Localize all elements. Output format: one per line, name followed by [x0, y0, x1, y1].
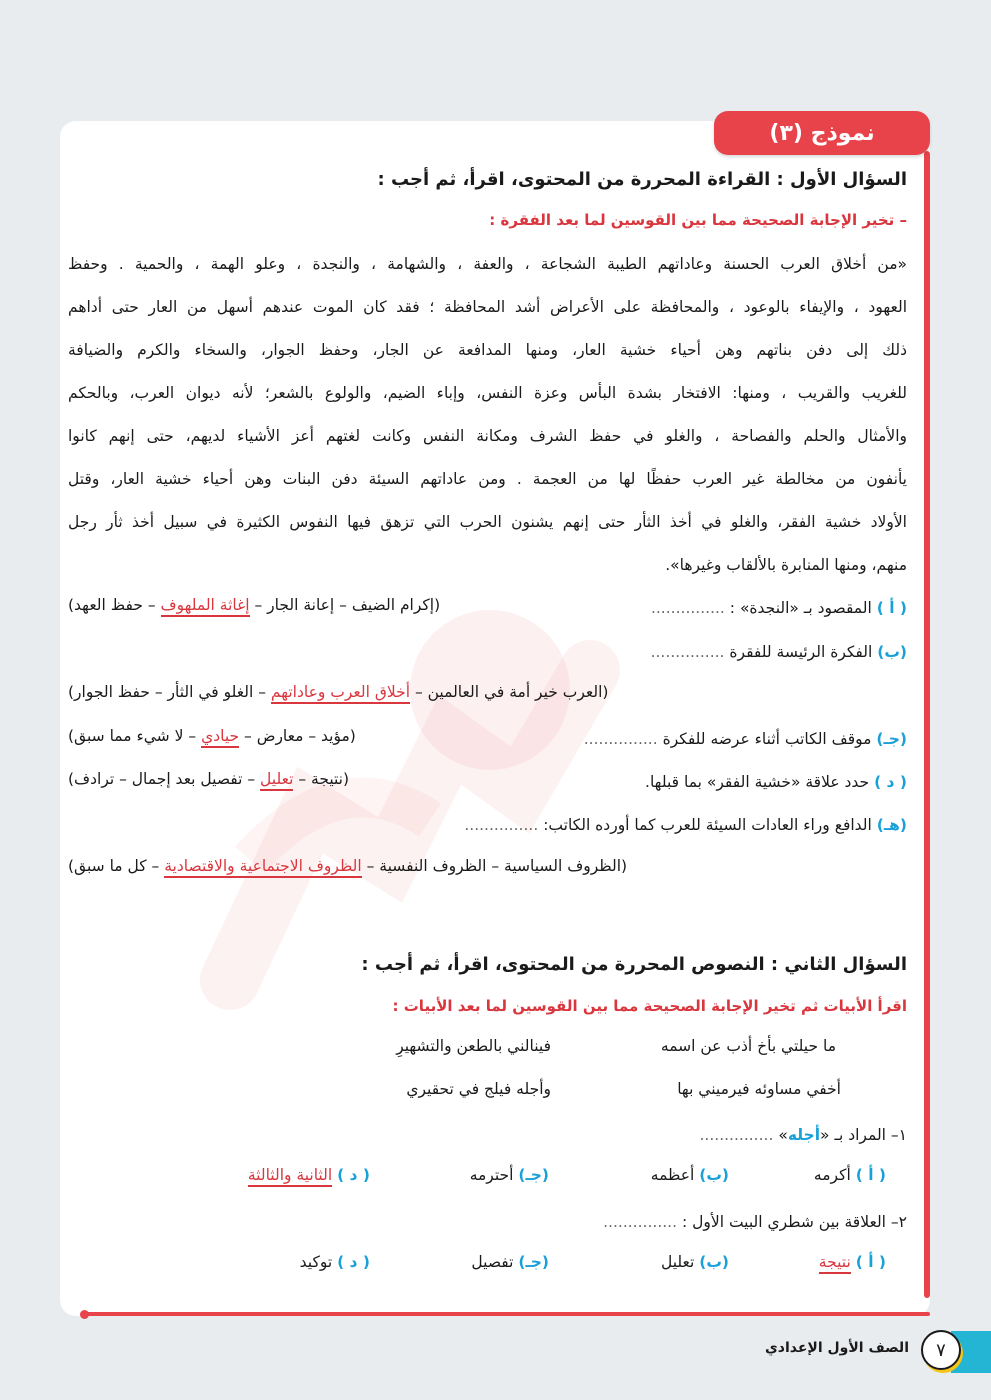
page-number: ٧	[921, 1330, 961, 1370]
question-1a-options	[68, 596, 440, 614]
option-letter: ( أ )	[876, 599, 907, 617]
option-b[interactable]	[651, 1166, 729, 1184]
question-1d-options	[68, 770, 349, 788]
option-text: توكيد	[299, 1253, 333, 1271]
question-text: »	[778, 1126, 788, 1144]
option-text: تعليل	[660, 1253, 695, 1271]
option-a[interactable]	[814, 1166, 886, 1184]
question-text: المقصود بـ «النجدة» :	[729, 599, 872, 617]
question-1e	[68, 813, 907, 837]
correct-answer: تعليل	[260, 770, 293, 791]
passage-line: للغريب والقريب ، ومنها: الافتخار بشدة البأس وعزة النفس، وإباء الضيم، والولوع بالشعر؛ لأنه ديوان العرب، وبالحكم	[68, 384, 907, 402]
answer-blank: ...............	[699, 1126, 774, 1144]
options-text: (مؤيد – معارض –	[244, 727, 356, 745]
options-text: (إكرام الضيف – إعانة الجار –	[254, 596, 441, 614]
correct-answer: الثانية والثالثة	[248, 1166, 332, 1187]
verse-2-first-hemistich: أخفي مساوئه فيرميني بها	[677, 1080, 841, 1098]
question-text: موقف الكاتب أثناء عرضه للفكرة	[662, 730, 872, 748]
option-letter: (ب)	[699, 1166, 729, 1184]
option-letter: (ب)	[699, 1253, 729, 1271]
question-text: الفكرة الرئيسة للفقرة	[729, 643, 873, 661]
option-d[interactable]	[248, 1166, 370, 1184]
verse-1-first-hemistich: ما حيلتي بأخ أذب عن اسمه	[660, 1037, 836, 1055]
options-text: – الغلو في الثأر – حفظ الجوار)	[68, 683, 266, 701]
options-text: (نتيجة –	[298, 770, 350, 788]
option-letter: (ب)	[877, 643, 907, 661]
question-1c-options	[68, 727, 356, 745]
option-c[interactable]	[470, 1166, 549, 1184]
passage-line: العهود ، والإيفاء بالوعود ، والمحافظة على الأعراض أشد المحافظة ؛ فقد كان الموت عندهم أسهل من العار حتى أداهم	[68, 298, 907, 316]
correct-answer: الظروف الاجتماعية والاقتصادية	[164, 857, 361, 878]
passage-line: ذلك إلى دفن بناتهم وهن أحياء خشية العار، ومنها المدافعة عن الجار، وحفظ الجوار، والسخاء والكرم والضيافة	[68, 341, 907, 359]
correct-answer: أخلاق العرب وعاداتهم	[271, 683, 410, 704]
question-text: حدد علاقة «خشية الفقر» بما قبلها.	[645, 773, 870, 791]
options-text: – تفصيل بعد إجمال – ترادف)	[68, 770, 256, 788]
option-text: تفصيل	[471, 1253, 514, 1271]
question-2-instruction: اقرأ الأبيات ثم تخير الإجابة الصحيحة مما بين القوسين لما بعد الأبيات :	[392, 997, 907, 1015]
question-text: العلاقة بين شطري البيت الأول :	[681, 1213, 886, 1231]
question-2-1	[68, 1123, 907, 1147]
option-letter: ( أ )	[855, 1253, 886, 1271]
question-number: ١–	[890, 1126, 907, 1144]
option-letter: ( أ )	[855, 1166, 886, 1184]
option-c[interactable]	[471, 1253, 549, 1271]
option-a[interactable]	[819, 1253, 886, 1271]
passage-line: الأولاد خشية الفقر، والغلو في أخذ الثأر حتى إنهم يشنون الحرب التي تزهق فيها النفوس الكثيرة في سبيل أخذ ثأر رجل	[68, 513, 907, 531]
question-1-instruction: – تخير الإجابة الصحيحة مما بين القوسين لما بعد الفقرة :	[489, 211, 907, 229]
options-text: – كل ما سبق)	[68, 857, 160, 875]
question-2-title: السؤال الثاني : النصوص المحررة من المحتوى، اقرأ، ثم أجب :	[361, 954, 907, 975]
passage-line: «من أخلاق العرب الحسنة وعاداتهم الطيبة الشجاعة ، والعفة ، والشهامة ، والنجدة ، وعلو الهمة ، والحمية . وحفظ	[68, 255, 907, 273]
card-bottom-dot	[80, 1310, 89, 1319]
question-number: ٢–	[890, 1213, 907, 1231]
option-d[interactable]	[300, 1253, 370, 1271]
verse-2-second-hemistich: وأجله فيلج في تحقيري	[406, 1080, 551, 1098]
passage-line: والأمثال والحلم والفصاحة ، والغلو في حفظ الشرف ومكانة النفس وكانت لغتهم أعز الأشياء لديهم، حتى إنهم كانوا	[68, 427, 907, 445]
option-b[interactable]	[661, 1253, 729, 1271]
answer-blank: ...............	[583, 730, 658, 748]
options-text: – لا شيء مما سبق)	[68, 727, 197, 745]
options-text: – حفظ العهد)	[68, 596, 156, 614]
passage-line: منهم، ومنها المنابرة بالألقاب وغيرها».	[665, 556, 907, 574]
question-1-title: السؤال الأول : القراءة المحررة من المحتوى، اقرأ، ثم أجب :	[377, 169, 907, 190]
option-letter: (هـ)	[876, 816, 907, 834]
correct-answer: إغاثة الملهوف	[161, 596, 250, 617]
option-letter: (جـ)	[876, 730, 907, 748]
question-text: الدافع وراء العادات السيئة للعرب كما أورده الكاتب:	[543, 816, 872, 834]
question-2-2	[68, 1210, 907, 1234]
answer-blank: ...............	[464, 816, 539, 834]
correct-answer: نتيجة	[819, 1253, 851, 1274]
grade-label: الصف الأول الإعدادي	[764, 1340, 909, 1356]
model-title-badge: نموذج (٣)	[714, 111, 930, 155]
question-1b	[68, 640, 907, 664]
card-bottom-line	[84, 1312, 930, 1316]
options-text: (الظروف السياسية – الظروف النفسية –	[366, 857, 628, 875]
verse-1-second-hemistich: فينالني بالطعن والتشهيرِ	[396, 1037, 551, 1055]
keyword: أجله	[787, 1126, 821, 1144]
question-1e-options	[68, 857, 627, 875]
option-letter: ( د )	[874, 773, 907, 791]
card-edge-accent	[924, 151, 930, 1298]
correct-answer: حيادي	[201, 727, 239, 748]
option-letter: ( د )	[337, 1253, 370, 1271]
answer-blank: ...............	[650, 599, 725, 617]
option-letter: (جـ)	[518, 1253, 549, 1271]
answer-blank: ...............	[603, 1213, 678, 1231]
option-text: أعظمه	[650, 1166, 695, 1184]
answer-blank: ...............	[650, 643, 725, 661]
options-text: (العرب خير أمة في العالمين –	[414, 683, 609, 701]
option-text: أكرمه	[813, 1166, 851, 1184]
option-letter: ( د )	[337, 1166, 370, 1184]
question-1b-options	[68, 683, 608, 701]
option-text: أحترمه	[469, 1166, 514, 1184]
passage-line: يأنفون من مخالطة غير العرب حفظًا لها من العجمة . ومن عاداتهم السيئة دفن البنات وهن أحياء خشية العار، وقتل	[68, 470, 907, 488]
question-text: المراد بـ «	[820, 1126, 886, 1144]
option-letter: (جـ)	[518, 1166, 549, 1184]
